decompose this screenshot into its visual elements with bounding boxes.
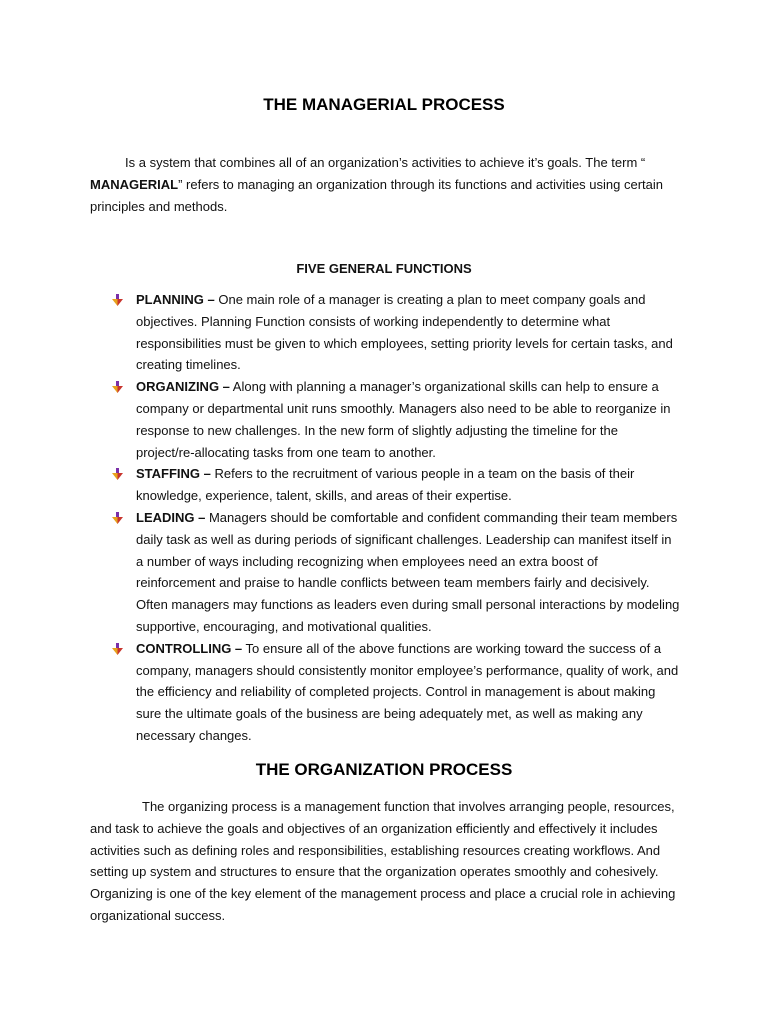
arrow-down-bullet-icon	[112, 294, 123, 306]
function-name-leading: LEADING –	[136, 509, 206, 525]
function-name-planning: PLANNING –	[136, 292, 215, 307]
function-item-leading	[0, 507, 680, 638]
functions-heading: FIVE GENERAL FUNCTIONS	[296, 261, 472, 276]
functions-list	[0, 289, 768, 747]
function-name-staffing: STAFFING –	[136, 466, 211, 482]
managerial-term: MANAGERIAL	[90, 176, 179, 192]
function-text-planning: One main role of a manager is creating a plan to meet company goals and objectives. Planning Function consists of working independently to determine what responsibilities must be given to which employees, setting priority levels for certain tasks, and creating timelines.	[136, 292, 673, 373]
intro-text-start: Is a system that combines all of an organization’s activities to achieve it’s goals. The term “	[125, 155, 646, 170]
organization-process-paragraph: The organizing process is a management function that involves arranging people, resources, and task to achieve the goals and objectives of an organization efficiently and effectively it includes activities such as defining roles and responsibilities, establishing resources creating workflows. And setting up system and structures to ensure that the organization operates smoothly and cohesively. Organizing is one of the key element of the management process and place a crucial role in achieving organizational success.	[90, 799, 676, 923]
function-item-planning	[0, 289, 680, 376]
arrow-down-bullet-icon	[112, 381, 123, 393]
arrow-down-bullet-icon	[112, 468, 123, 480]
intro-paragraph	[90, 152, 680, 217]
function-item-controlling	[0, 638, 680, 747]
function-text-leading: Managers should be comfortable and confident commanding their team members daily task as well as during periods of significant challenges. Leadership can manifest itself in a number of ways including recognizing when employees need an extra boost of reinforcement and praise to handle conflicts between team members fairly and decisively. Often managers may functions as leaders even during small personal interactions by modeling supportive, encouraging, and motivational qualities.	[136, 509, 680, 634]
intro-text-end: ” refers to managing an organization through its functions and activities using certain principles and methods.	[90, 176, 663, 214]
arrow-down-bullet-icon	[112, 643, 123, 655]
function-item-organizing	[0, 376, 680, 463]
page-title: THE MANAGERIAL PROCESS	[263, 95, 505, 114]
arrow-down-bullet-icon	[112, 512, 123, 524]
section-title-organization-process: THE ORGANIZATION PROCESS	[255, 760, 513, 779]
function-text-organizing: Along with planning a manager’s organizational skills can help to ensure a company or departmental unit runs smoothly. Managers also need to be able to reorganize in response to new challenges. In the new form of slightly adjusting the timeline for the project/re-allocating tasks from one team to another.	[136, 379, 671, 460]
function-text-staffing: Refers to the recruitment of various people in a team on the basis of their knowledge, experience, talent, skills, and areas of their expertise.	[136, 466, 635, 504]
function-name-controlling: CONTROLLING –	[136, 640, 243, 656]
function-item-staffing	[0, 463, 680, 507]
function-name-organizing: ORGANIZING –	[136, 379, 230, 395]
function-text-controlling: To ensure all of the above functions are working toward the success of a company, managers should consistently monitor employee’s performance, quality of work, and the efficiency and reliability of completed projects. Control in management is about making sure the ultimate goals of the business are being adequately met, as well as making any necessary changes.	[136, 640, 679, 743]
